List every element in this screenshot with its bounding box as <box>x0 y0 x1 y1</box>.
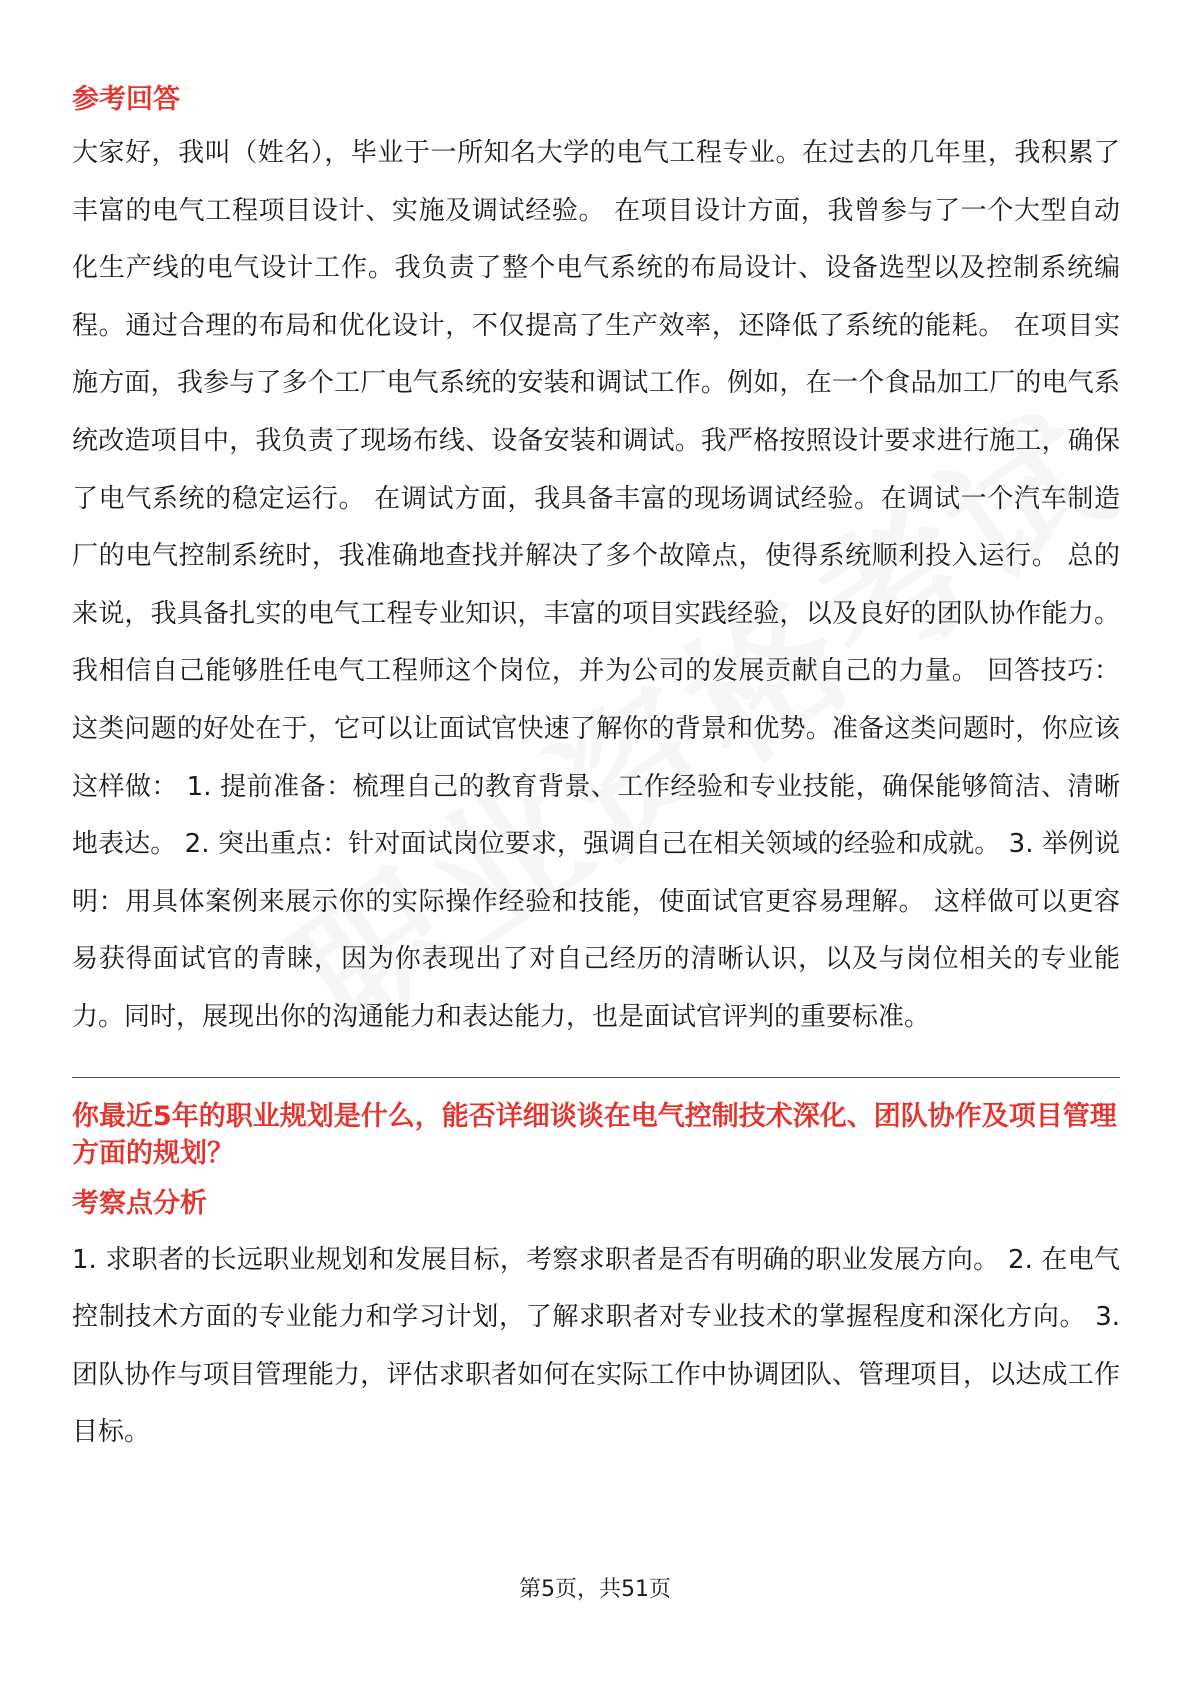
question-title: 你最近5年的职业规划是什么，能否详细谈谈在电气控制技术深化、团队协作及项目管理方面的规划？ <box>72 1100 1117 1169</box>
analysis-heading: 考察点分析 <box>72 1187 207 1219</box>
analysis-text: 1. 求职者的长远职业规划和发展目标，考察求职者是否有明确的职业发展方向。 2. 在电气控制技术方面的专业能力和学习计划，了解求职者对专业技术的掌握程度和深化方向。 3. 团队协作与项目管理能力，评估求职者如何在实际工作中协调团队、管理项目，以达成工作目标。 <box>72 1244 1120 1448</box>
section-divider <box>72 1077 1120 1078</box>
answer-heading: 参考回答 <box>72 84 180 115</box>
answer-text: 大家好，我叫（姓名），毕业于一所知名大学的电气工程专业。在过去的几年里，我积累了丰富的电气工程项目设计、实施及调试经验。 在项目设计方面，我曾参与了一个大型自动化生产线的电气设计工作。我负责了整个电气系统的布局设计、设备选型以及控制系统编程。通过合理的布局和优化设计，不仅提高了生产效率，还降低了系统的能耗。 在项目实施方面，我参与了多个工厂电气系统的安装和调试工作。例如，在一个食品加工厂的电气系统改造项目中，我负责了现场布线、设备安装和调试。我严格按照设计要求进行施工，确保了电气系统的稳定运行。 在调试方面，我具备丰富的现场调试经验。在调试一个汽车制造厂的电气控制系统时，我准确地查找并解决了多个故障点，使得系统顺利投入运行。 总的来说，我具备扎实的电气工程专业知识，丰富的项目实践经验，以及良好的团队协作能力。我相信自己能够胜任电气工程师这个岗位，并为公司的发展贡献自己的力量。 回答技巧： 这类问题的好处在于，它可以让面试官快速了解你的背景和优势。准备这类问题时，你应该这样做： 1. 提前准备：梳理自己的教育背景、工作经验和专业技能，确保能够简洁、清晰地表达。 2. 突出重点：针对面试岗位要求，强调自己在相关领域的经验和成就。 3. 举例说明：用具体案例来展示你的实际操作经验和技能，使面试官更容易理解。 这样做可以更容易获得面试官的青睐，因为你表现出了对自己经历的清晰认识，以及与岗位相关的专业能力。同时，展现出你的沟通能力和表达能力，也是面试官评判的重要标准。 <box>72 138 1120 1032</box>
page-number-footer: 第5页，共51页 <box>519 1577 671 1602</box>
document-page <box>72 78 1120 1462</box>
